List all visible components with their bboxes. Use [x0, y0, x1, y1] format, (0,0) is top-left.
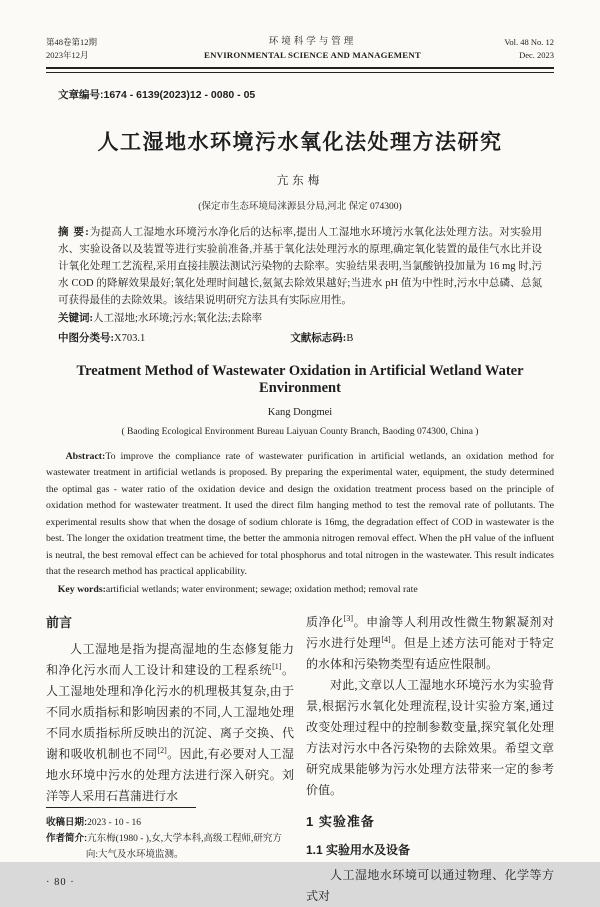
author-name-cn: 亢东梅 — [276, 174, 324, 187]
abstract-text-en: To improve the compliance rate of wastewater purification in artificial wetlands, an oxidation method for wastewater treatment in artificial wetlands is proposed. By preparing the experimental water, equipment, the study determined the optimal gas - water ratio of the oxidation device and design the oxidation treatment process based on the principle of oxidation method for wastewater treatment. It used the direct film hanging method to test the removal rate of pollutants. The experimental results show that when the dosage of sodium chlorate is 16mg, the degradation effect of COD in wastewater is the best. The longer the oxidation treatment time, the better the ammonia nitrogen removal effect. When the pH value of the influent is neutral, the best removal effect can be achieved for total phosphorus and total nitrogen in the wastewater. This result indicates that the research method has practical applicability. — [46, 450, 554, 577]
article-number: 文章编号:1674 - 6139(2023)12 - 0080 - 05 — [58, 88, 256, 101]
journal-title-cn: 环境科学与管理 — [268, 37, 357, 47]
document-code: 文献标志码:B — [290, 332, 354, 344]
keywords-label-en: Key words: — [57, 583, 106, 595]
header-center — [166, 36, 459, 62]
intro-paragraph: 人工湿地是指为提高湿地的生态修复能力和净化污水而人工设计和建设的工程系统[1]。人工湿地处理和净化污水的机理极其复杂,由于不同水质指标和影响因素的不同,人工湿地处理不同水质指标所反映出的沉淀、离子交换、代谢和吸收机制也不同[2]。因此,有必要对人工湿地水环境中污水的处理方法进行深入研究。刘洋等人采用石菖蒲进行水 — [46, 641, 294, 803]
keywords-label-cn: 关键词: — [58, 312, 93, 324]
page-number: · 80 · — [46, 877, 75, 888]
right-column — [306, 612, 554, 903]
header-vol-no-en: Vol. 48 No. 12 — [504, 37, 554, 47]
front-matter-cn — [58, 224, 542, 345]
received-date: 收稿日期:2023 - 10 - 16 — [46, 816, 141, 828]
abstract-en — [46, 449, 554, 581]
abstract-cn — [58, 224, 542, 309]
body-paragraph-objective: 对此,文章以人工湿地水环境污水为实验背景,根据污水氧化处理流程,设计实验方案,通过改变处理过程中的控制参数变量,探究氧化处理方法对污水中各污染物的去除效果。希望文章研究成果能够为污水处理方法带来一定的参考价值。 — [306, 677, 554, 797]
keywords-en — [46, 582, 554, 598]
footnote — [46, 807, 294, 864]
header-double-rule — [46, 67, 554, 73]
keywords-cn — [58, 310, 542, 327]
journal-header — [46, 36, 554, 73]
body-columns — [46, 612, 554, 903]
clc-number: 中图分类号:X703.1 — [58, 332, 146, 344]
abstract-text-cn: 为提高人工湿地水环境污水净化后的达标率,提出人工湿地水环境污水氧化法处理方法。对实验用水、实验设备以及装置等进行实验前准备,并基于氧化法处理污水的原理,确定氧化装置的最佳气水比并设计氧化处理工艺流程,采用直接挂膜法测试污染物的去除率。实验结果表明,当氯酸钠投加量为 16 mg 时,污水 COD 的降解效果最好;氧化处理时间越长,氨氮去除效果越好;当进水 pH 值为中性时,污水中总磷、总氮可获得最佳的去除效果。该结果说明研究方法具有实际应用性。 — [58, 226, 543, 306]
author-bio: 作者简介:亢东梅(1980 - ),女,大学本科,高级工程师,研究方向:大气及水环境监测。 — [46, 833, 282, 860]
intro-heading: 前言 — [46, 614, 73, 630]
classification-row — [58, 330, 542, 345]
header-date-en: Dec. 2023 — [519, 50, 554, 60]
header-date-cn: 2023年12月 — [46, 50, 89, 60]
journal-title-en: ENVIRONMENTAL SCIENCE AND MANAGEMENT — [204, 50, 421, 60]
article-title-en: Treatment Method of Wastewater Oxidation in Artificial Wetland Water Environment — [76, 362, 524, 396]
article-title-cn: 人工湿地水环境污水氧化法处理方法研究 — [97, 130, 503, 154]
abstract-label-cn: 摘 要: — [58, 226, 90, 238]
body-paragraph-continuation: 质净化[3]。申渝等人利用改性微生物絮凝剂对污水进行处理[4]。但是上述方法可能对于特定的水体和污染物类型有适应性限制。 — [306, 613, 554, 671]
header-volume-issue-cn: 第48卷第12期 — [46, 37, 98, 47]
section-1-1-paragraph: 人工湿地水环境可以通过物理、化学等方式对 — [306, 867, 554, 903]
abstract-label-en: Abstract: — [65, 450, 106, 462]
author-name-en: Kang Dongmei — [267, 406, 333, 418]
section-1-heading: 1 实验准备 — [306, 813, 375, 829]
keywords-text-en: artificial wetlands; water environment; sewage; oxidation method; removal rate — [105, 583, 418, 595]
section-1-1-heading: 1.1 实验用水及设备 — [306, 842, 411, 857]
keywords-text-cn: 人工湿地;水环境;污水;氧化法;去除率 — [93, 312, 263, 324]
header-right — [459, 36, 554, 62]
header-left — [46, 36, 166, 62]
footnote-rule — [46, 807, 196, 808]
left-column — [46, 612, 294, 888]
affiliation-cn: (保定市生态环境局涞源县分局,河北 保定 074300) — [198, 201, 402, 212]
affiliation-en: ( Baoding Ecological Environment Bureau Laiyuan County Branch, Baoding 074300, China ) — [121, 426, 479, 437]
